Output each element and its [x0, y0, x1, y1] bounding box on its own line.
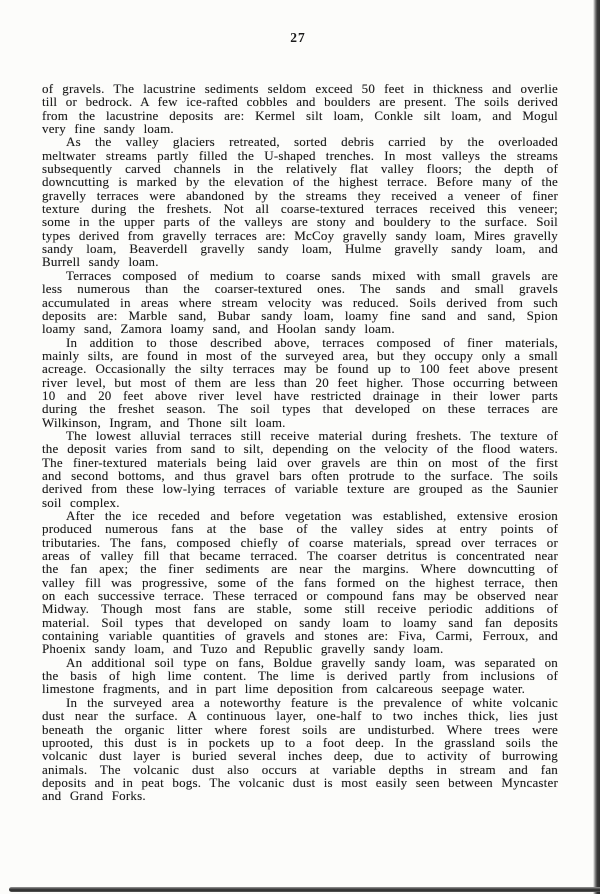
paragraph: In addition to those described above, terraces composed of finer materials, mainly silts, are found in most of the surveyed area, but they occupy only a small acreage. Occasionally the silty terraces may be found up to 100 feet above present river level, but most of them are less than 20 feet higher. Those occurring between 10 and 20 feet above river level have restricted drainage in their lower parts during the freshet season. The soil types that developed on these terraces are Wilkinson, Ingram, and Thone silt loam.: [42, 334, 558, 430]
paragraph: In the surveyed area a noteworthy feature is the prevalence of white volcanic dust near the surface. A continuous layer, one-half to two inches thick, lies just beneath the organic litter where forest soils are undisturbed. Where trees were uprooted, this dust is in pockets up to a foot deep. In the grassland soils the volcanic dust layer is buried several inches deep, due to activity of burrowing animals. The volcanic dust also occurs at variable depths in stream and fan deposits and in peat bogs. The volcanic dust is most easily seen between Myncaster and Grand Forks.: [42, 694, 558, 804]
paragraph: An additional soil type on fans, Boldue gravelly sandy loam, was separated on the basis of high lime content. The lime is derived partly from inclusions of limestone fragments, and in part lime deposition from calcareous seepage water.: [42, 654, 558, 697]
paragraph: Terraces composed of medium to coarse sands mixed with small gravels are less numerous than the coarser-textured ones. The sands and small gravels accumulated in areas where stream velocity was reduced. Soils derived from such deposits are: Marble sand, Bubar sandy loam, loamy fine sand and sand, Spion loamy sand, Zamora loamy sand, and Hoolan sandy loam.: [42, 267, 558, 337]
page-number: 27: [290, 30, 306, 45]
paragraph: After the ice receded and before vegetation was established, extensive erosion produced numerous fans at the base of the valley sides at entry points of tributaries. The fans, composed chiefly of coarse materials, spread over terraces or areas of valley fill that became terraced. The coarser detritus is concentrated near the fan apex; the finer sediments are near the margins. Where downcutting of valley fill was progressive, some of the fans formed on the highest terrace, then on each successive terrace. These terraced or compound fans may be observed near Midway. Though most fans are stable, some still receive periodic additions of material. Soil types that developed on sandy loam to loamy sand fan deposits containing variable quantities of gravels and stones are: Fiva, Carmi, Ferroux, and Phoenix sandy loam, and Tuzo and Republic gravelly sandy loam.: [42, 508, 558, 657]
scan-edge-right-shadow: [593, 0, 600, 894]
page-body: [42, 82, 558, 803]
paragraph: The lowest alluvial terraces still receive material during freshets. The texture of the deposit varies from sand to silt, depending on the velocity of the flood waters. The finer-textured materials being laid over gravels are thin on most of the first and second bottoms, and thus gravel bars often protrude to the surface. The soils derived from these low-lying terraces of variable texture are grouped as the Saunier soil complex.: [42, 427, 558, 510]
paragraph: As the valley glaciers retreated, sorted debris carried by the overloaded meltwater streams partly filled the U-shaped trenches. In most valleys the streams subsequently carved channels in the relatively flat valley floors; the depth of downcutting is marked by the elevation of the highest terrace. Before many of the gravelly terraces were abandoned by the streams they received a veneer of finer texture during the freshets. Not all coarse-textured terraces received this veneer; some in the upper parts of the valleys are stony and bouldery to the surface. Soil types derived from gravelly terraces are: McCoy gravelly sandy loam, Mires gravelly sandy loam, Beaverdell gravelly sandy loam, Hulme gravelly sandy loam, and Burrell sandy loam.: [42, 134, 558, 270]
paragraph: of gravels. The lacustrine sediments seldom exceed 50 feet in thickness and overlie till or bedrock. A few ice-rafted cobbles and boulders are present. The soils derived from the lacustrine deposits are: Kermel silt loam, Conkle silt loam, and Mogul very fine sandy loam.: [42, 81, 558, 137]
scan-edge-bottom-shadow: [9, 887, 600, 892]
